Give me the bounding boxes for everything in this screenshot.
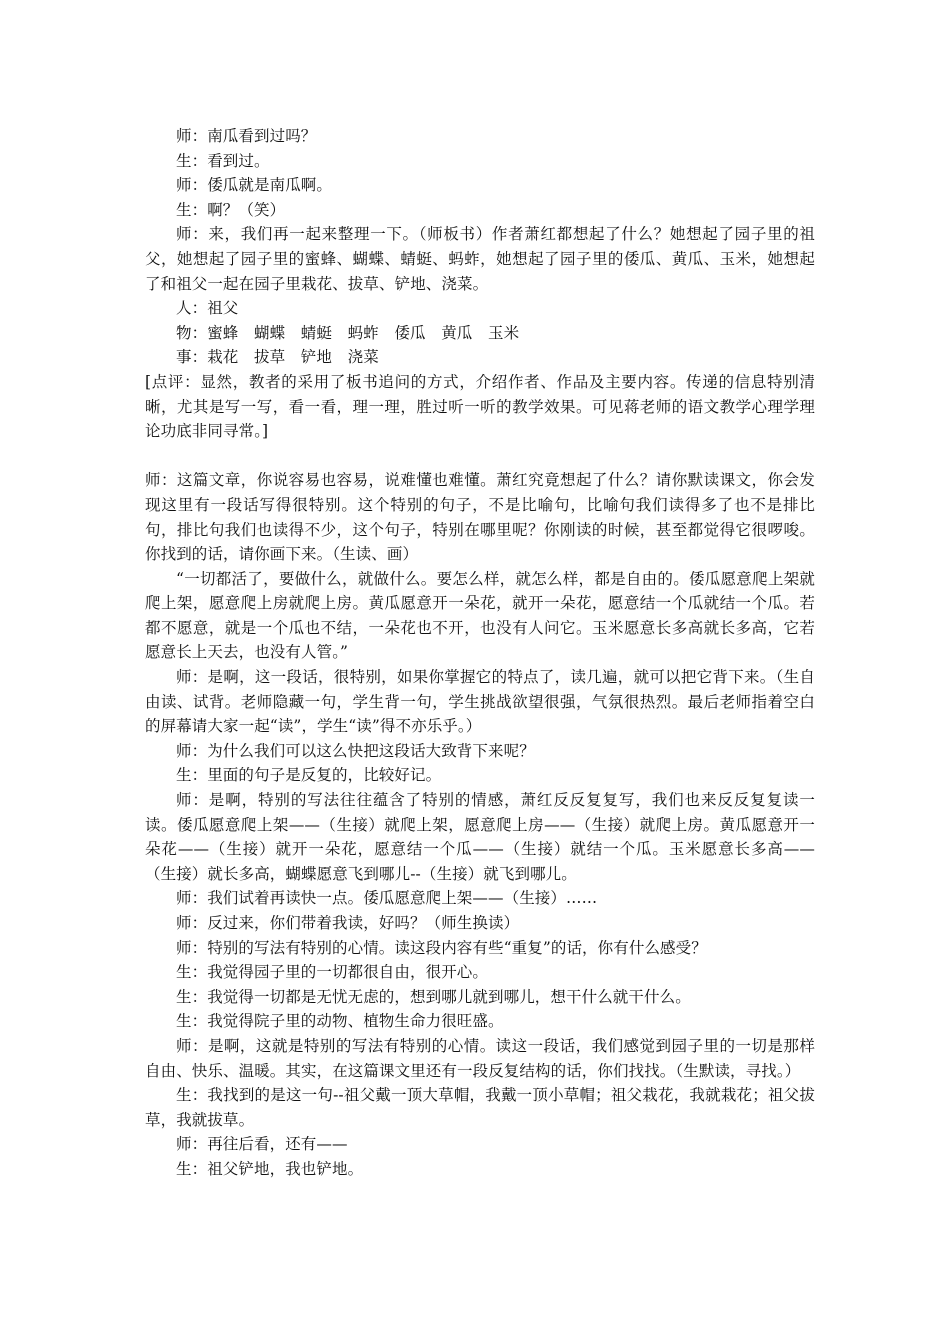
- paragraph: 生：我找到的是这一句--祖父戴一顶大草帽，我戴一顶小草帽；祖父栽花，我就栽花；祖父拔草，我就拔草。: [145, 1086, 815, 1129]
- paragraph: 师：为什么我们可以这么快把这段话大致背下来呢？: [176, 741, 535, 760]
- paragraph: 生：我觉得一切都是无忧无虑的，想到哪儿就到哪儿，想干什么就干什么。: [176, 987, 691, 1006]
- paragraph: 生：祖父铲地，我也铲地。: [176, 1159, 364, 1178]
- blank-line: [145, 444, 815, 469]
- paragraph: 师：是啊，特别的写法往往蕴含了特别的情感，萧红反反复复写，我们也来反反复复读一读。倭瓜愿意爬上架——（生接）就爬上架，愿意爬上房——（生接）就爬上房。黄瓜愿意开一朵花——（生接）就开一朵花，愿意结一个瓜——（生接）就结一个瓜。玉米愿意长多高——（生接）就长多高，蝴蝶愿意飞到哪儿--（生接）就飞到哪儿。: [145, 791, 815, 883]
- quoted-passage: “一切都活了，要做什么，就做什么。要怎么样，就怎么样，都是自由的。倭瓜愿意爬上架就爬上架，愿意爬上房就爬上房。黄瓜愿意开一朵花，就开一朵花，愿意结一个瓜就结一个瓜。若都不愿意，就是一个瓜也不结，一朵花也不开，也没有人问它。玉米愿意长多高就长多高，它若愿意长上天去，也没有人管。”: [145, 569, 815, 662]
- paragraph: 生：看到过。: [176, 151, 270, 170]
- paragraph: 生：里面的句子是反复的，比较好记。: [176, 766, 442, 785]
- commentary-paragraph: [点评：显然，教者的采用了板书追问的方式，介绍作者、作品及主要内容。传递的信息特别清晰，尤其是写一写，看一看，理一理，胜过听一听的教学效果。可见蒋老师的语文教学心理学理论功底非同寻常。]: [145, 372, 815, 441]
- paragraph: 师：我们试着再读快一点。倭瓜愿意爬上架——（生接）……: [176, 889, 598, 908]
- paragraph: 师：再往后看，还有——: [176, 1135, 348, 1154]
- paragraph: 生：我觉得园子里的一切都很自由，很开心。: [176, 963, 489, 982]
- blackboard-line-things: 物：蜜蜂 蝴蝶 蜻蜓 蚂蚱 倭瓜 黄瓜 玉米: [176, 323, 520, 342]
- blackboard-line-events: 事：栽花 拔草 铲地 浇菜: [176, 348, 379, 367]
- blackboard-line-people: 人：祖父: [176, 299, 239, 318]
- paragraph: 生：啊？（笑）: [176, 200, 286, 219]
- document-body: [145, 124, 815, 1182]
- paragraph: 师：是啊，这就是特别的写法有特别的心情。读这一段话，我们感觉到园子里的一切是那样自由、快乐、温暖。其实，在这篇课文里还有一段反复结构的话，你们找找。（生默读，寻找。）: [145, 1036, 815, 1080]
- paragraph: 生：我觉得院子里的动物、植物生命力很旺盛。: [176, 1012, 504, 1031]
- paragraph: 师：这篇文章，你说容易也容易，说难懂也难懂。萧红究竟想起了什么？请你默读课文，你会发现这里有一段话写得很特别。这个特别的句子，不是比喻句，比喻句我们读得多了也不是排比句，排比句我们也读得不少，这个句子，特别在哪里呢？你刚读的时候，甚至都觉得它很啰唆。你找到的话，请你画下来。（生读、画）: [145, 471, 815, 564]
- paragraph: 师：南瓜看到过吗？: [176, 127, 317, 145]
- paragraph: 师：倭瓜就是南瓜啊。: [176, 176, 333, 195]
- paragraph: 师：来，我们再一起来整理一下。（师板书）作者萧红都想起了什么？她想起了园子里的祖父，她想起了园子里的蜜蜂、蝴蝶、蜻蜓、蚂蚱，她想起了园子里的倭瓜、黄瓜、玉米，她想起了和祖父一起在园子里栽花、拔草、铲地、浇菜。: [145, 225, 815, 293]
- paragraph: 师：特别的写法有特别的心情。读这段内容有些“重复”的话，你有什么感受？: [176, 938, 707, 957]
- paragraph: 师：反过来，你们带着我读，好吗？（师生换读）: [176, 914, 520, 932]
- paragraph: 师：是啊，这一段话，很特别，如果你掌握它的特点了，读几遍，就可以把它背下来。（生自由读、试背。老师隐藏一句，学生背一句，学生挑战欲望很强，气氛很热烈。最后老师指着空白的屏幕请大家一起“读”，学生“读”得不亦乐乎。）: [145, 668, 815, 736]
